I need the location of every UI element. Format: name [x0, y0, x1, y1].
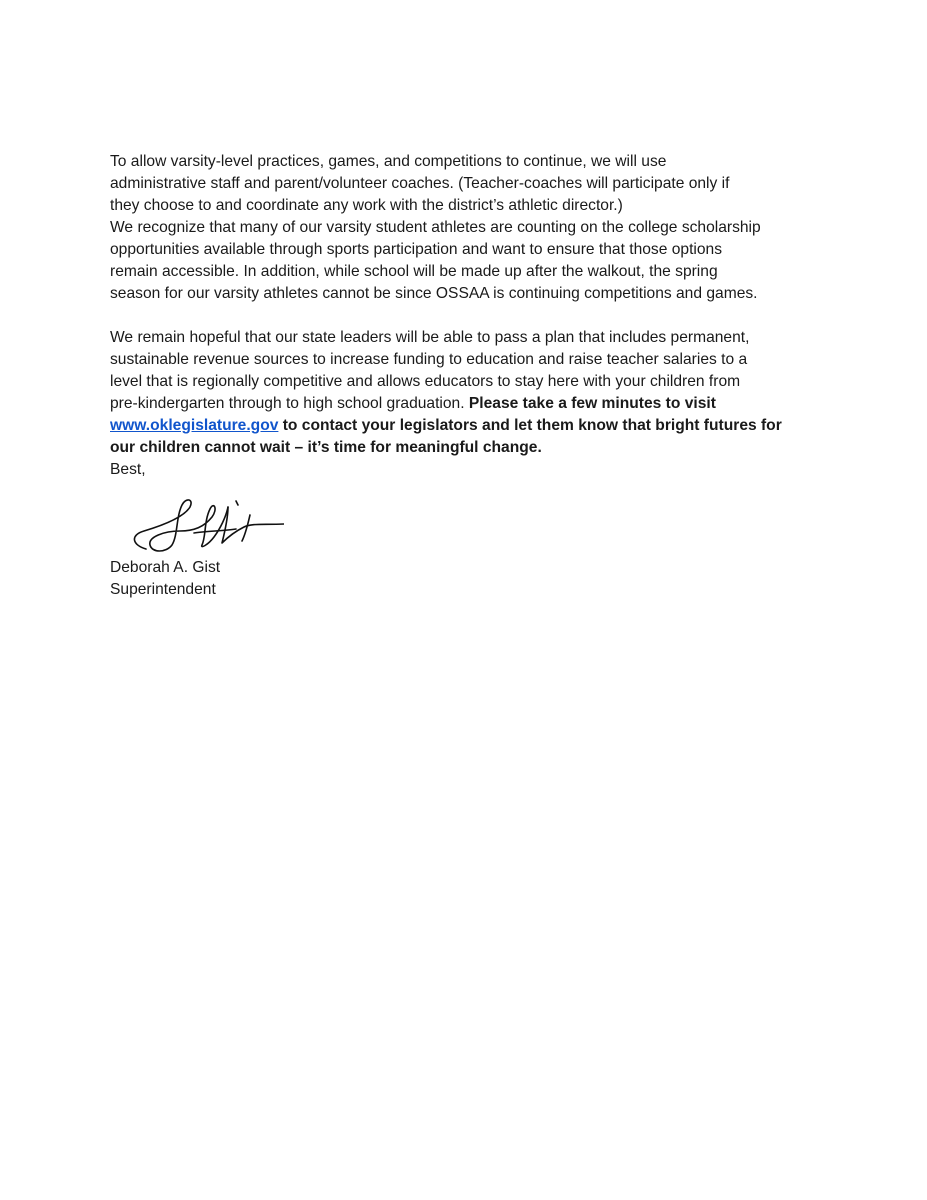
text-line: administrative staff and parent/volunteer coaches. (Teacher-coaches will participate only if [110, 175, 730, 192]
text-line [110, 393, 825, 415]
text-line: To allow varsity-level practices, games, and competitions to continue, we will use [110, 153, 667, 170]
text-line [110, 415, 825, 437]
paragraph-legislators [110, 327, 825, 459]
call-to-action-text: our children cannot wait – it’s time for meaningful change. [110, 439, 542, 456]
signer-name: Deborah A. Gist [110, 559, 221, 576]
closing-salutation: Best, [110, 461, 146, 478]
paragraph-athletics [110, 151, 825, 305]
text-line: opportunities available through sports participation and want to ensure that those options [110, 241, 723, 258]
text-line: they choose to and coordinate any work with the district’s athletic director.) [110, 197, 623, 214]
text-line: We remain hopeful that our state leaders will be able to pass a plan that includes permanent, [110, 329, 750, 346]
text-span: pre-kindergarten through to high school graduation. [110, 395, 469, 412]
text-line: season for our varsity athletes cannot be since OSSAA is continuing competitions and games. [110, 285, 758, 302]
text-line: We recognize that many of our varsity student athletes are counting on the college scholarship [110, 219, 761, 236]
text-line: level that is regionally competitive and allows educators to stay here with your children from [110, 373, 741, 390]
signer-title: Superintendent [110, 581, 216, 598]
letter-body [110, 151, 825, 601]
paragraph-spacer [110, 305, 825, 327]
text-line: sustainable revenue sources to increase funding to education and raise teacher salaries to a [110, 351, 748, 368]
call-to-action-text: to contact your legislators and let them know that bright futures for [278, 417, 782, 434]
call-to-action-text: Please take a few minutes to visit [468, 395, 716, 412]
legislature-link[interactable]: www.oklegislature.gov [110, 417, 279, 434]
text-line: remain accessible. In addition, while school will be made up after the walkout, the spring [110, 263, 718, 280]
signature-image [124, 487, 284, 557]
